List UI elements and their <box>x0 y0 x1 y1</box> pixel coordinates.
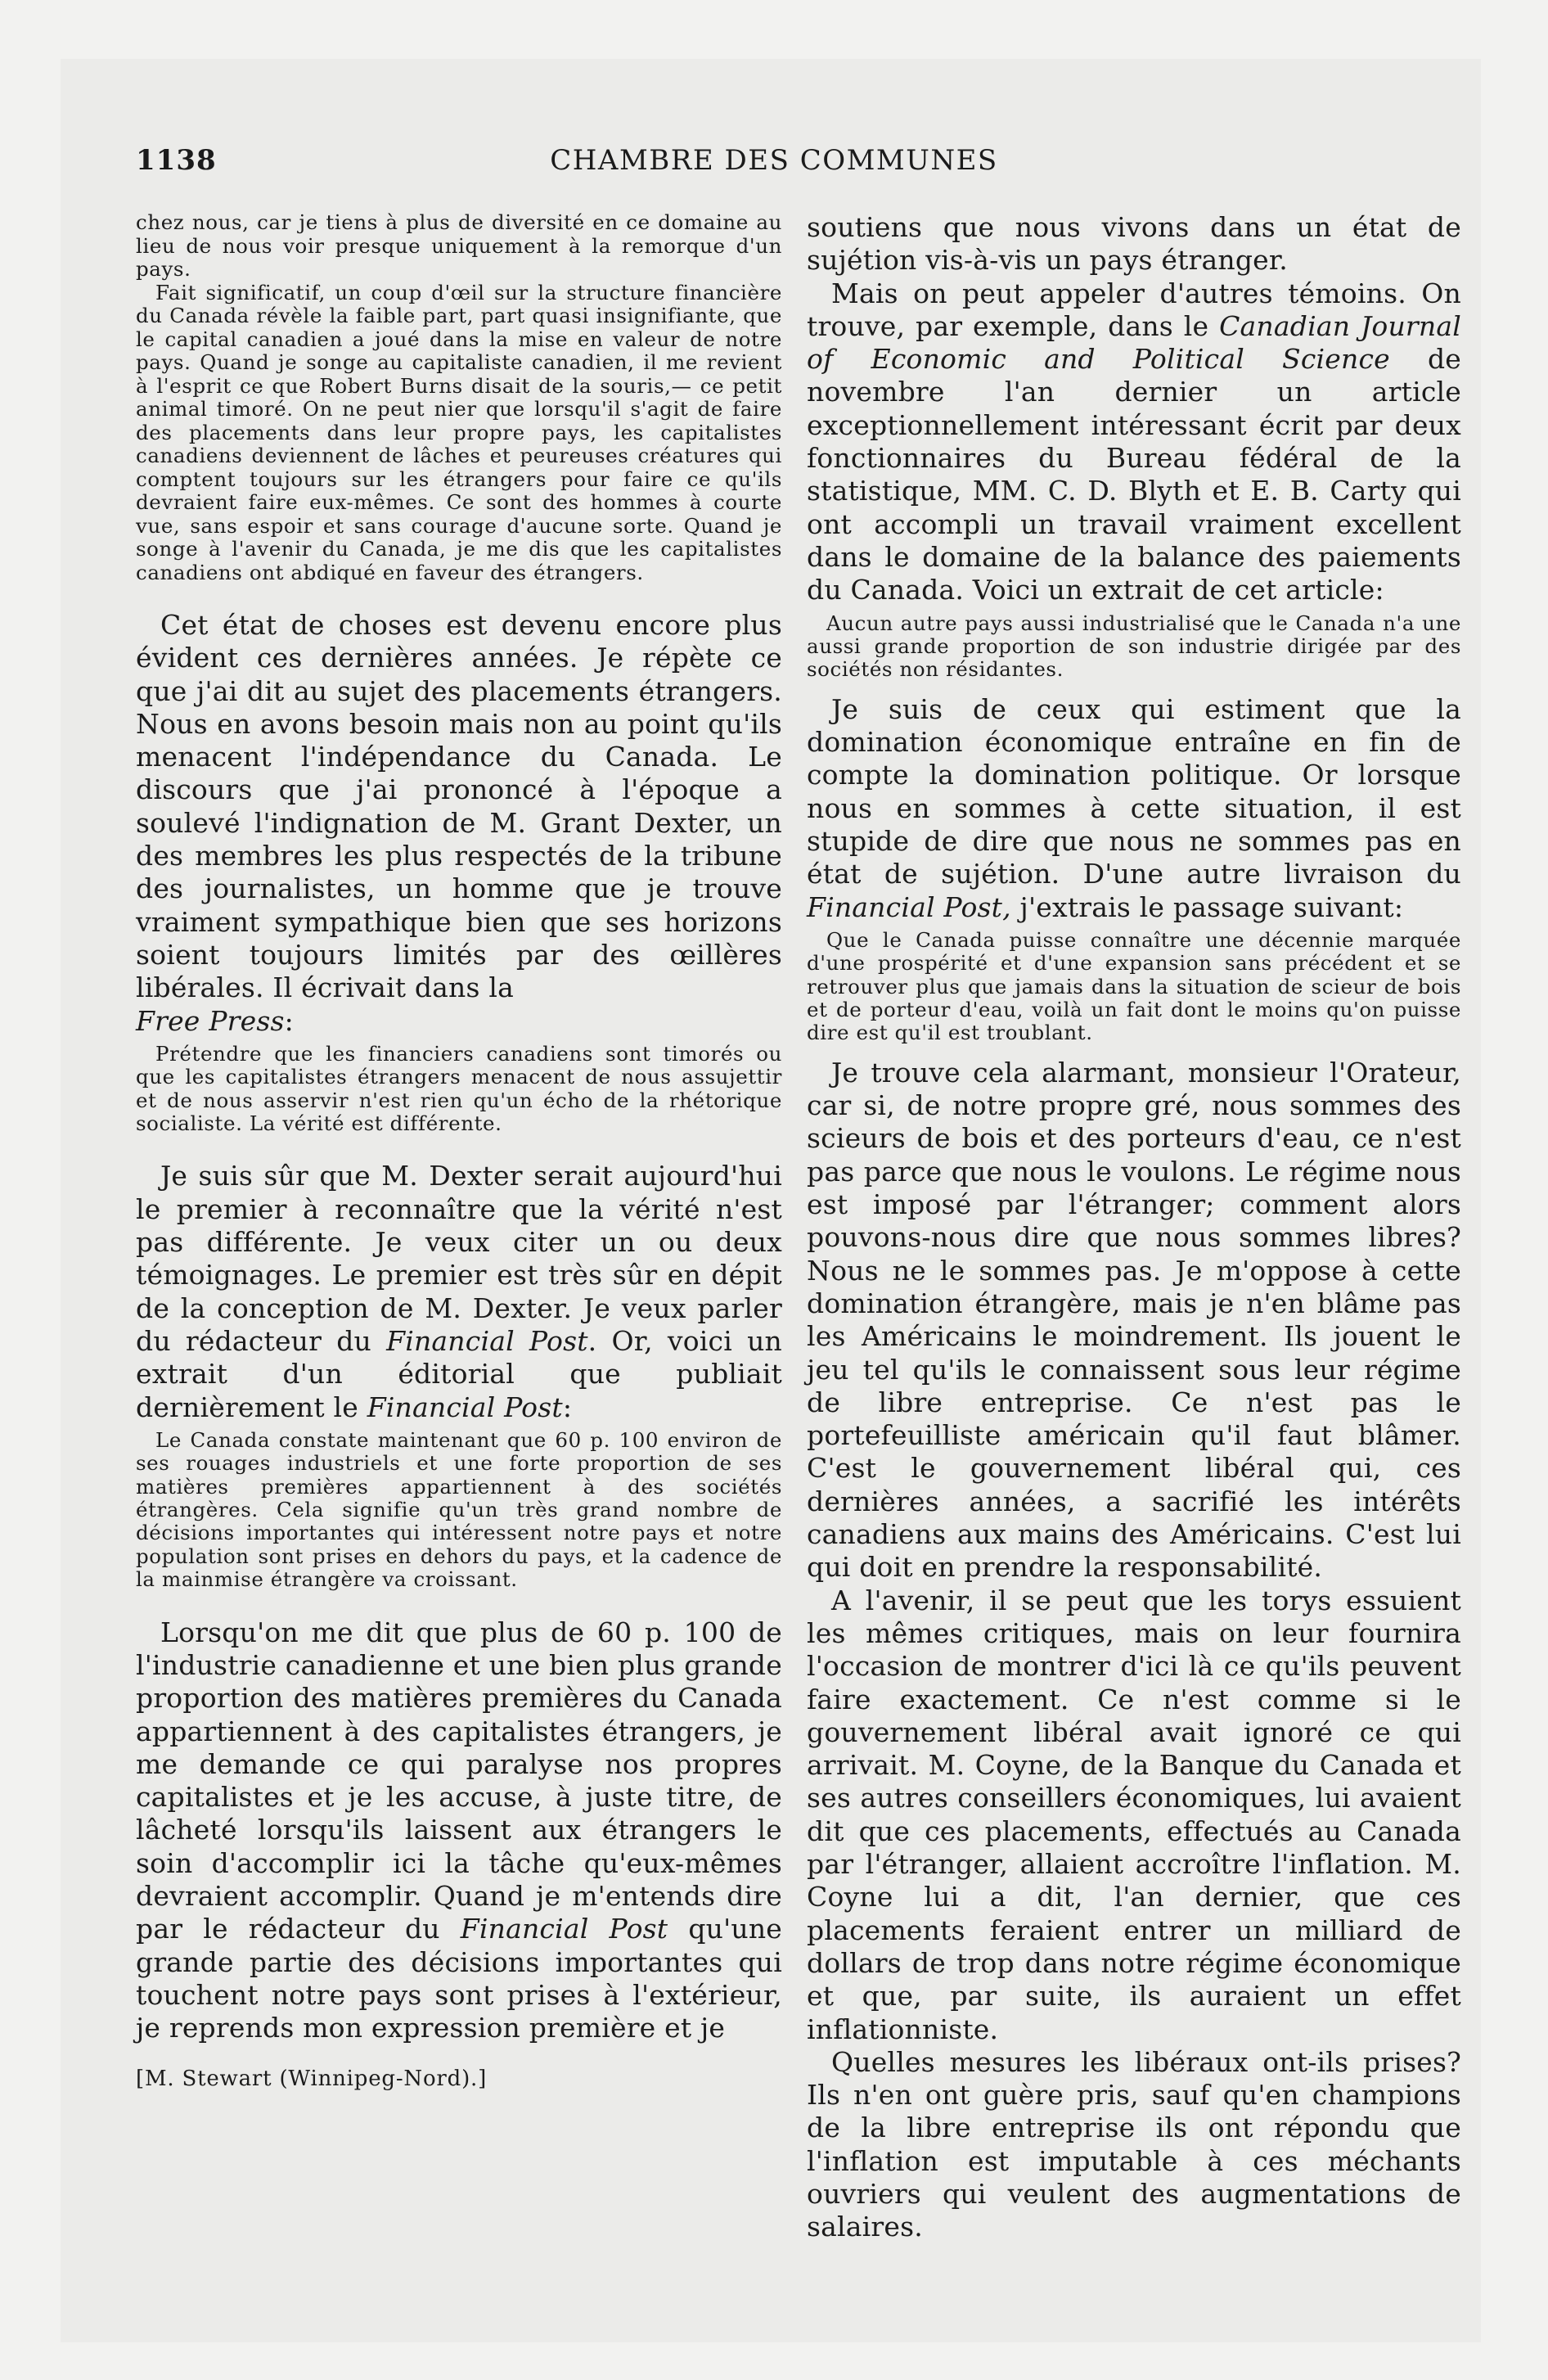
text-run: j'extrais le passage suivant: <box>1019 890 1404 923</box>
text-run: qu'une grande partie des décisions importantes qui touchent notre pays sont prises à l'extérieur, je reprends mon expression première et je <box>136 1913 782 2044</box>
paragraph <box>136 1160 782 1423</box>
speaker-attribution: [M. Stewart (Winnipeg-Nord).] <box>136 2066 488 2091</box>
text-run: de novembre l'an dernier un article exceptionnellement intéressant écrit par deux fonctionnaires du Bureau fédéral de la statistique, MM. C. D. Blyth et E. B. Carty qui ont accompli un travail vraiment excellent dans le domaine de la balance des paiements du Canada. Voici un extrait de cet article: <box>807 343 1461 606</box>
block-quote: Aucun autre pays aussi industrialisé que le Canada n'a une aussi grande proportion de son industrie dirigée par des sociétés non résidantes. <box>807 611 1461 682</box>
paragraph: soutiens que nous vivons dans un état de sujétion vis-à-vis un pays étranger. <box>807 211 1461 277</box>
italic-text: Financial Post <box>367 1391 563 1423</box>
italic-text: Financial Post <box>386 1324 588 1357</box>
paragraph <box>807 277 1461 607</box>
paragraph: Je trouve cela alarmant, monsieur l'Orateur, car si, de notre propre gré, nous sommes des scieurs de bois et des porteurs d'eau, ce n'est pas parce que nous le voulons. Le régime nous est imposé par l'étranger; comment alors pouvons-nous dire que nous sommes libres? Nous ne le sommes pas. Je m'oppose à cette domination étrangère, mais je n'en blâme pas les Américains le moindrement. Ils jouent le jeu tel qu'ils le connaissent sous leur régime de libre entreprise. Ce n'est pas le portefeuilliste américain qu'il faut blâmer. C'est le gouvernement libéral qui, ces dernières années, a sacrifié les intérêts canadiens aux mains des Américains. C'est lui qui doit en prendre la responsabilité. <box>807 1056 1461 1584</box>
italic-text: Financial Post, <box>807 890 1011 923</box>
text-run: Je suis de ceux qui estiment que la domination économique entraîne en fin de compte la domination politique. Or lorsque nous en sommes à cette situation, il est stupide de dire que nous ne sommes pas en état de sujétion. D'une autre livraison du <box>807 692 1461 890</box>
right-column <box>807 211 1461 2244</box>
paragraph: A l'avenir, il se peut que les torys essuient les mêmes critiques, mais on leur fournira l'occasion de montrer d'ici là ce qu'ils peuvent faire exactement. Ce n'est comme si le gouvernement libéral avait ignoré ce qui arrivait. M. Coyne, de la Banque du Canada et ses autres conseillers économiques, lui avaient dit que ces placements, effectués au Canada par l'étranger, allaient accroître l'inflation. M. Coyne lui a dit, l'an dernier, que ces placements feraient entrer un milliard de dollars de trop dans notre régime économique et que, par suite, ils auraient un effet inflationniste. <box>807 1584 1461 2045</box>
paragraph <box>807 693 1461 924</box>
left-column <box>136 211 782 2091</box>
paragraph: Quelles mesures les libéraux ont-ils prises? Ils n'en ont guère pris, sauf qu'en champions de la libre entreprise ils ont répondu que l'inflation est imputable à ces méchants ouvriers qui veulent des augmentations de salaires. <box>807 2045 1461 2243</box>
text-run: : <box>284 1004 294 1037</box>
page-number: 1138 <box>136 144 217 177</box>
text-run: Lorsqu'on me dit que plus de 60 p. 100 de l'industrie canadienne et une bien plus grande proportion des matières premières du Canada appartiennent à des capitalistes étrangers, je me demande ce qui paralyse nos propres capitalistes et je les accuse, à juste titre, de lâcheté lorsqu'ils laissent aux étrangers le soin d'accomplir ici la tâche qu'eux-mêmes devraient accomplir. Quand je m'entends dire par le rédacteur du <box>136 1616 782 1945</box>
paragraph <box>136 609 782 1038</box>
text-run: Mais on peut appeler d'autres témoins. On trouve, par exemple, dans le <box>807 277 1461 342</box>
paragraph: Fait significatif, un coup d'œil sur la structure financière du Canada révèle la faible part, part quasi insignifiante, que le capital canadien a joué dans la mise en valeur de notre pays. Quand je songe au capitaliste canadien, il me revient à l'esprit ce que Robert Burns disait de la souris,— ce petit animal timoré. On ne peut nier que lorsqu'il s'agit de faire des placements dans leur propre pays, les capitalistes canadiens deviennent de lâches et peureuses créatures qui comptent toujours sur les étrangers pour faire ce qu'ils devraient faire eux-mêmes. Ce sont des hommes à courte vue, sans espoir et sans courage d'aucune sorte. Quand je songe à l'avenir du Canada, je me dis que les capitalistes canadiens ont abdiqué en faveur des étrangers. <box>136 280 782 584</box>
text-run: Je suis sûr que M. Dexter serait aujourd'hui le premier à reconnaître que la vérité n'est pas différente. Je veux citer un ou deux témoignages. Le premier est très sûr en dépit de la conception de M. Dexter. Je veux parler du rédacteur du <box>136 1160 782 1357</box>
text-run: . Or, voici un extrait d'un éditorial que publiait dernièrement le <box>136 1324 783 1423</box>
italic-text: Financial Post <box>460 1913 668 1945</box>
block-quote: Prétendre que les financiers canadiens sont timorés ou que les capitalistes étrangers menacent de nous assujettir et de nous asservir n'est rien qu'un écho de la rhétorique socialiste. La vérité est différente. <box>136 1041 782 1136</box>
block-quote: Le Canada constate maintenant que 60 p. 100 environ de ses rouages industriels et une forte proportion de ses matières premières appartiennent à des sociétés étrangères. Cela signifie qu'un très grand nombre de décisions importantes qui intéressent notre pays et notre population sont prises en dehors du pays, et la cadence de la mainmise étrangère va croissant. <box>136 1427 782 1592</box>
text-run: Cet état de choses est devenu encore plus évident ces dernières années. Je répète ce que j'ai dit au sujet des placements étrangers. Nous en avons besoin mais non au point qu'ils menacent l'indépendance du Canada. Le discours que j'ai prononcé à l'époque a soulevé l'indignation de M. Grant Dexter, un des membres les plus respectés de la tribune des journalistes, un homme que je trouve vraiment sympathique bien que ses horizons soient toujours limités par des œillères libérales. Il écrivait dans la <box>136 609 782 1004</box>
italic-text: Free Press <box>136 1004 285 1037</box>
paragraph: chez nous, car je tiens à plus de diversité en ce domaine au lieu de nous voir presque uniquement à la remorque d'un pays. <box>136 210 782 281</box>
paragraph <box>136 1616 782 2045</box>
block-quote: Que le Canada puisse connaître une décennie marquée d'une prospérité et d'une expansion sans précédent et se retrouver plus que jamais dans la situation de scieur de bois et de porteur d'eau, voilà un fait dont le moins qu'on puisse dire est qu'il est troublant. <box>807 927 1461 1045</box>
text-run: : <box>562 1391 573 1423</box>
running-head: CHAMBRE DES COMMUNES <box>550 144 998 177</box>
italic-text: Canadian Journal of Economic and Political Science <box>807 309 1461 376</box>
